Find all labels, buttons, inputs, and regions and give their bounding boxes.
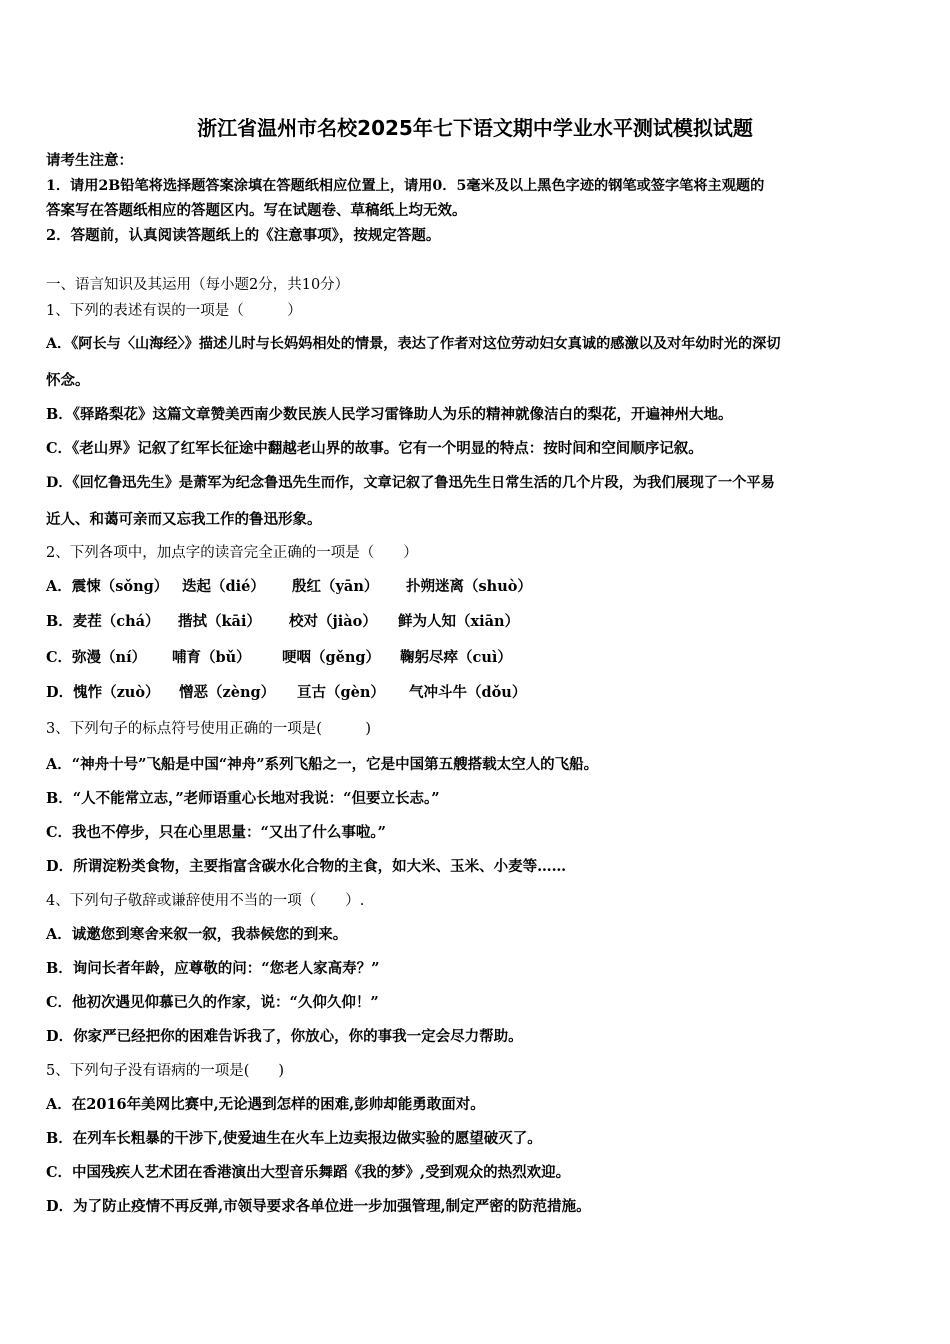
q2-option-d	[46, 684, 526, 702]
notice-line-2: 答案写在答题纸相应的答题区内。写在试题卷、草稿纸上均无效。	[46, 202, 467, 219]
q3-option-d: D．所谓淀粉类食物，主要指富含碳水化合物的主食，如大米、玉米、小麦等……	[46, 858, 567, 875]
q2-a-item: 殷红（yān）	[292, 578, 379, 595]
q2-b-item: 校对（jiào）	[289, 613, 377, 630]
q2-d-item: 气冲斗牛（dǒu）	[409, 684, 527, 701]
q4-option-a: A．诚邀您到寒舍来叙一叙，我恭候您的到来。	[46, 926, 348, 943]
q2-c-item: C．弥漫（ní）	[46, 649, 147, 666]
q2-c-item: 鞠躬尽瘁（cuì）	[400, 649, 512, 666]
q2-stem: 2、下列各项中，加点字的读音完全正确的一项是（ ）	[46, 545, 418, 561]
q5-option-a: A．在2016年美网比赛中,无论遇到怎样的困难,彭帅却能勇敢面对。	[46, 1096, 485, 1113]
section-heading: 一、语言知识及其运用（每小题2分，共10分）	[46, 277, 350, 293]
q3-stem: 3、下列句子的标点符号使用正确的一项是( )	[46, 721, 372, 737]
q2-b-item: B．麦茬（chá）	[46, 613, 160, 630]
q2-c-item: 哽咽（gěng）	[282, 649, 381, 666]
q3-option-a: A．“神舟十号”飞船是中国“神舟”系列飞船之一，它是中国第五艘搭载太空人的飞船。	[46, 756, 599, 773]
q2-b-item: 鲜为人知（xiān）	[398, 613, 520, 630]
q2-d-item: 憎恶（zèng）	[179, 684, 276, 701]
q4-option-d: D．你家严已经把你的困难告诉我了，你放心，你的事我一定会尽力帮助。	[46, 1028, 523, 1045]
q2-a-item: 迭起（dié）	[182, 578, 265, 595]
notice-heading: 请考生注意：	[46, 152, 133, 169]
q2-c-item: 哺育（bǔ）	[172, 649, 251, 666]
q3-option-b: B．“人不能常立志，”老师语重心长地对我说：“但要立长志。”	[46, 790, 440, 807]
q2-b-item: 揩拭（kāi）	[178, 613, 261, 630]
q1-option-a-cont: 怀念。	[46, 372, 90, 389]
q2-option-c	[46, 649, 512, 667]
q2-a-item: A．震悚（sǒnɡ）	[46, 578, 169, 595]
notice-line-1: 1．请用2B铅笔将选择题答案涂填在答题纸相应位置上，请用0．5毫米及以上黑色字迹的钢笔或签字笔将主观题的	[46, 178, 765, 194]
q5-option-d: D．为了防止疫情不再反弹,市领导要求各单位进一步加强管理,制定严密的防范措施。	[46, 1198, 591, 1215]
q1-option-b: B．《驿路梨花》这篇文章赞美西南少数民族人民学习雷锋助人为乐的精神就像洁白的梨花，开遍神州大地。	[46, 406, 733, 423]
q5-option-c: C．中国残疾人艺术团在香港演出大型音乐舞蹈《我的梦》,受到观众的热烈欢迎。	[46, 1164, 571, 1181]
q1-option-a: A．《阿长与〈山海经〉》描述儿时与长妈妈相处的情景，表达了作者对这位劳动妇女真诚的感激以及对年幼时光的深切	[46, 336, 781, 352]
q2-option-b	[46, 613, 519, 631]
q3-option-c: C．我也不停步，只在心里思量：“又出了什么事啦。”	[46, 824, 386, 841]
q2-a-item: 扑朔迷离（shuò）	[406, 578, 532, 595]
q4-option-b: B．询问长者年龄，应尊敬的问：“您老人家高寿？”	[46, 960, 380, 977]
q2-d-item: 亘古（gèn）	[297, 684, 385, 701]
q1-option-c: C．《老山界》记叙了红军长征途中翻越老山界的故事。它有一个明显的特点：按时间和空间顺序记叙。	[46, 440, 703, 457]
notice-line-3: 2．答题前，认真阅读答题纸上的《注意事项》，按规定答题。	[46, 227, 441, 244]
q5-option-b: B．在列车长粗暴的干涉下,使爱迪生在火车上边卖报边做实验的愿望破灭了。	[46, 1130, 542, 1147]
exam-title: 浙江省温州市名校2025年七下语文期中学业水平测试模拟试题	[197, 116, 753, 140]
q5-stem: 5、下列句子没有语病的一项是( )	[46, 1063, 285, 1079]
q1-option-d-cont: 近人、和蔼可亲而又忘我工作的鲁迅形象。	[46, 511, 322, 528]
q2-d-item: D．愧怍（zuò）	[46, 684, 160, 701]
q4-stem: 4、下列句子敬辞或谦辞使用不当的一项（ ）.	[46, 893, 365, 909]
q4-option-c: C．他初次遇见仰慕已久的作家，说：“久仰久仰！”	[46, 994, 379, 1011]
q2-option-a	[46, 578, 532, 596]
q1-stem: 1、下列的表述有误的一项是（ ）	[46, 303, 302, 319]
q1-option-d: D．《回忆鲁迅先生》是萧军为纪念鲁迅先生而作，文章记叙了鲁迅先生日常生活的几个片段，为我们展现了一个平易	[46, 475, 775, 491]
